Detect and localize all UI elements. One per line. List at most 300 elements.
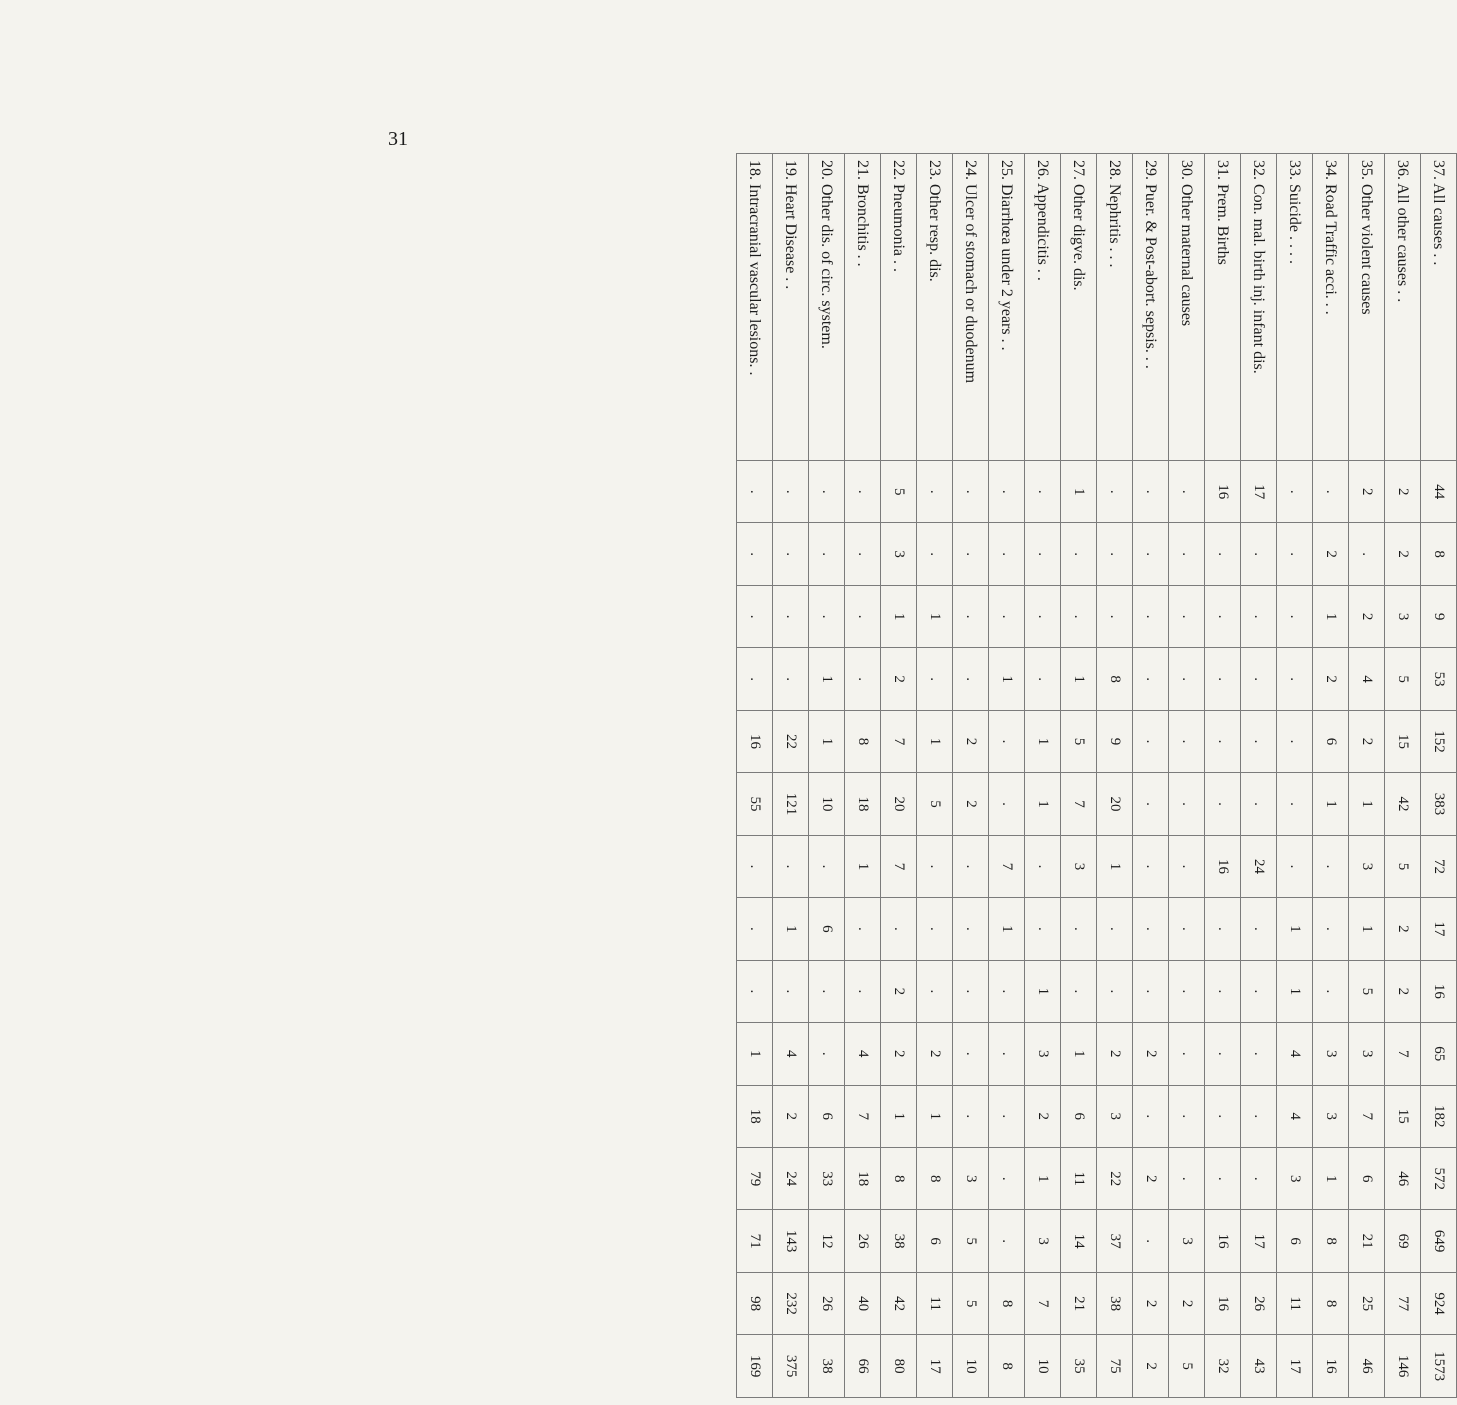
- table-cell: .: [1169, 461, 1205, 523]
- cause-label: 28. Nephritis . . .: [1097, 154, 1133, 461]
- cause-label: 24. Ulcer of stomach or duodenum: [953, 154, 989, 461]
- table-cell: 1: [1061, 461, 1097, 523]
- table-cell: 1: [917, 710, 953, 772]
- table-cell: .: [1205, 585, 1241, 647]
- table-cell: 8: [989, 1272, 1025, 1334]
- table-cell: 1: [1097, 835, 1133, 897]
- table-cell: 2: [1313, 523, 1349, 585]
- table-cell: 46: [1349, 1335, 1385, 1398]
- table-row: [773, 154, 809, 1398]
- cause-label: 37. All causes . .: [1421, 154, 1457, 461]
- table-cell: .: [1241, 523, 1277, 585]
- table-cell: .: [989, 1147, 1025, 1209]
- table-cell: 15: [1385, 1085, 1421, 1147]
- table-cell: .: [737, 585, 773, 647]
- table-cell: 8: [1421, 523, 1457, 585]
- page-number: 31: [388, 128, 408, 150]
- cause-label: 29. Puer. & Post-abort. sepsis. . .: [1133, 154, 1169, 461]
- table-cell: 43: [1241, 1335, 1277, 1398]
- table-cell: .: [953, 523, 989, 585]
- table-row: [809, 154, 845, 1398]
- table-cell: 17: [917, 1335, 953, 1398]
- table-cell: 1: [1061, 1023, 1097, 1085]
- table-cell: .: [1025, 585, 1061, 647]
- table-cell: 2: [1313, 648, 1349, 710]
- table-cell: 924: [1421, 1272, 1457, 1334]
- table-cell: .: [1025, 835, 1061, 897]
- table-cell: 17: [1421, 898, 1457, 960]
- table-cell: 232: [773, 1272, 809, 1334]
- table-cell: .: [1025, 898, 1061, 960]
- table-cell: .: [737, 523, 773, 585]
- table-cell: .: [773, 835, 809, 897]
- table-cell: 1: [989, 898, 1025, 960]
- table-cell: .: [845, 960, 881, 1022]
- table-cell: 2: [773, 1085, 809, 1147]
- table-cell: .: [953, 835, 989, 897]
- table-cell: 3: [1349, 1023, 1385, 1085]
- table-cell: 16: [1205, 1272, 1241, 1334]
- table-cell: .: [1025, 523, 1061, 585]
- table-cell: 182: [1421, 1085, 1457, 1147]
- table-cell: 32: [1205, 1335, 1241, 1398]
- table-cell: .: [809, 835, 845, 897]
- table-cell: 4: [1277, 1023, 1313, 1085]
- table-cell: 8: [881, 1147, 917, 1209]
- table-cell: .: [1133, 710, 1169, 772]
- table-cell: .: [917, 461, 953, 523]
- table-cell: 9: [1421, 585, 1457, 647]
- table-cell: .: [1133, 898, 1169, 960]
- table-cell: 8: [1313, 1272, 1349, 1334]
- table-cell: .: [1277, 648, 1313, 710]
- table-cell: 5: [881, 461, 917, 523]
- table-cell: 3: [1349, 835, 1385, 897]
- table-cell: .: [1133, 1085, 1169, 1147]
- table-cell: .: [953, 585, 989, 647]
- cause-label: 19. Heart Disease . .: [773, 154, 809, 461]
- table-cell: .: [845, 523, 881, 585]
- table-cell: 20: [1097, 773, 1133, 835]
- table-cell: 3: [1169, 1210, 1205, 1272]
- table-cell: .: [737, 960, 773, 1022]
- table-cell: .: [773, 523, 809, 585]
- table-cell: .: [1133, 648, 1169, 710]
- table-cell: 6: [1061, 1085, 1097, 1147]
- cause-label: 33. Suicide . . . .: [1277, 154, 1313, 461]
- cause-label: 22. Pneumonia . .: [881, 154, 917, 461]
- table-cell: 4: [1349, 648, 1385, 710]
- table-cell: 1: [1061, 648, 1097, 710]
- table-cell: 2: [1133, 1272, 1169, 1334]
- table-cell: 1: [1277, 960, 1313, 1022]
- table-cell: 38: [809, 1335, 845, 1398]
- table-cell: 8: [989, 1335, 1025, 1398]
- cause-label: 31. Prem. Births: [1205, 154, 1241, 461]
- table-cell: .: [1061, 585, 1097, 647]
- table-cell: 5: [1061, 710, 1097, 772]
- table-cell: 2: [1349, 461, 1385, 523]
- table-cell: .: [1277, 710, 1313, 772]
- table-cell: 17: [1277, 1335, 1313, 1398]
- table-cell: 6: [809, 1085, 845, 1147]
- table-cell: 8: [1097, 648, 1133, 710]
- table-cell: 1: [1313, 585, 1349, 647]
- table-cell: 6: [1349, 1147, 1385, 1209]
- table-row: [1385, 154, 1421, 1398]
- table-cell: 6: [1277, 1210, 1313, 1272]
- table-cell: 2: [1097, 1023, 1133, 1085]
- table-cell: 152: [1421, 710, 1457, 772]
- table-cell: 77: [1385, 1272, 1421, 1334]
- table-cell: 2: [917, 1023, 953, 1085]
- table-cell: .: [989, 1023, 1025, 1085]
- table-cell: .: [1277, 523, 1313, 585]
- table-cell: 2: [1349, 710, 1385, 772]
- table-cell: .: [1277, 461, 1313, 523]
- table-cell: 1: [917, 585, 953, 647]
- table-cell: .: [809, 960, 845, 1022]
- table-cell: 649: [1421, 1210, 1457, 1272]
- table-cell: 7: [1349, 1085, 1385, 1147]
- table-cell: .: [1349, 523, 1385, 585]
- table-cell: 5: [1349, 960, 1385, 1022]
- table-cell: .: [1133, 960, 1169, 1022]
- table-cell: 72: [1421, 835, 1457, 897]
- table-cell: 7: [1061, 773, 1097, 835]
- table-cell: 1: [1277, 898, 1313, 960]
- table-cell: .: [1205, 773, 1241, 835]
- table-cell: 11: [1061, 1147, 1097, 1209]
- table-cell: .: [953, 1023, 989, 1085]
- table-cell: .: [845, 585, 881, 647]
- table-cell: 18: [845, 1147, 881, 1209]
- table-cell: 42: [881, 1272, 917, 1334]
- table-cell: .: [1133, 835, 1169, 897]
- table-cell: .: [989, 960, 1025, 1022]
- table-row: [845, 154, 881, 1398]
- table-cell: .: [1169, 523, 1205, 585]
- cause-label: 30. Other maternal causes: [1169, 154, 1205, 461]
- table-cell: 4: [845, 1023, 881, 1085]
- table-cell: 25: [1349, 1272, 1385, 1334]
- table-cell: .: [881, 898, 917, 960]
- table-cell: 5: [953, 1272, 989, 1334]
- table-cell: 3: [1025, 1023, 1061, 1085]
- table-cell: .: [1205, 648, 1241, 710]
- table-cell: .: [1169, 898, 1205, 960]
- cause-label: 18. Intracranial vascular lesions. .: [737, 154, 773, 461]
- table-cell: 4: [1277, 1085, 1313, 1147]
- table-cell: 1: [809, 710, 845, 772]
- table-cell: 20: [881, 773, 917, 835]
- table-cell: 33: [809, 1147, 845, 1209]
- table-cell: 2: [953, 773, 989, 835]
- table-cell: 1: [1025, 1147, 1061, 1209]
- table-cell: 17: [1241, 461, 1277, 523]
- table-cell: 10: [953, 1335, 989, 1398]
- table-cell: 66: [845, 1335, 881, 1398]
- table-cell: .: [1313, 960, 1349, 1022]
- table-cell: .: [1061, 898, 1097, 960]
- table-cell: .: [1097, 898, 1133, 960]
- table-cell: .: [1277, 585, 1313, 647]
- table-cell: .: [1241, 1147, 1277, 1209]
- table-cell: 2: [1169, 1272, 1205, 1334]
- table-cell: 2: [1349, 585, 1385, 647]
- table-cell: .: [989, 461, 1025, 523]
- table-cell: .: [1241, 1085, 1277, 1147]
- table-cell: 7: [1025, 1272, 1061, 1334]
- table-cell: .: [809, 585, 845, 647]
- table-cell: .: [917, 960, 953, 1022]
- table-cell: .: [773, 648, 809, 710]
- mortality-table: [736, 153, 1448, 1398]
- table-cell: 1: [1349, 773, 1385, 835]
- table-cell: 5: [953, 1210, 989, 1272]
- table-cell: .: [1097, 523, 1133, 585]
- table-cell: 3: [881, 523, 917, 585]
- table-cell: 1: [1313, 1147, 1349, 1209]
- table-cell: 22: [773, 710, 809, 772]
- table-cell: .: [1133, 773, 1169, 835]
- table-cell: 10: [809, 773, 845, 835]
- table-cell: 21: [1349, 1210, 1385, 1272]
- table-cell: 38: [1097, 1272, 1133, 1334]
- table-cell: 22: [1097, 1147, 1133, 1209]
- table-cell: .: [953, 648, 989, 710]
- cause-label: 23. Other resp. dis.: [917, 154, 953, 461]
- table-cell: 24: [1241, 835, 1277, 897]
- table-cell: 18: [845, 773, 881, 835]
- table-cell: .: [1061, 523, 1097, 585]
- table-cell: 121: [773, 773, 809, 835]
- table-cell: 1: [809, 648, 845, 710]
- table-cell: 18: [737, 1085, 773, 1147]
- table-cell: .: [1169, 835, 1205, 897]
- table-cell: 65: [1421, 1023, 1457, 1085]
- table-cell: 2: [1385, 461, 1421, 523]
- table-cell: 5: [1169, 1335, 1205, 1398]
- table-cell: 8: [1313, 1210, 1349, 1272]
- table-cell: .: [1169, 1085, 1205, 1147]
- table-cell: .: [989, 1210, 1025, 1272]
- table-cell: 6: [917, 1210, 953, 1272]
- cause-label: 26. Appendicitis . .: [1025, 154, 1061, 461]
- table-cell: 16: [1205, 835, 1241, 897]
- table-cell: 2: [1385, 960, 1421, 1022]
- table-cell: 3: [1097, 1085, 1133, 1147]
- table-cell: .: [1169, 585, 1205, 647]
- table-cell: 26: [1241, 1272, 1277, 1334]
- table-cell: .: [773, 461, 809, 523]
- table-row: [1097, 154, 1133, 1398]
- table-cell: .: [1169, 1023, 1205, 1085]
- table-row: [1025, 154, 1061, 1398]
- table-cell: .: [1133, 523, 1169, 585]
- table-cell: 14: [1061, 1210, 1097, 1272]
- table-cell: 169: [737, 1335, 773, 1398]
- table-cell: .: [1205, 1085, 1241, 1147]
- cause-label: 27. Other digve. dis.: [1061, 154, 1097, 461]
- table-cell: .: [1097, 960, 1133, 1022]
- table-cell: 2: [881, 1023, 917, 1085]
- table-cell: 4: [773, 1023, 809, 1085]
- table-row: [917, 154, 953, 1398]
- table-cell: .: [1241, 585, 1277, 647]
- table-row: [989, 154, 1025, 1398]
- table-cell: 98: [737, 1272, 773, 1334]
- table-cell: 1: [881, 585, 917, 647]
- table-cell: 7: [881, 835, 917, 897]
- table-cell: 1: [737, 1023, 773, 1085]
- table-cell: 12: [809, 1210, 845, 1272]
- table-cell: 1: [1025, 710, 1061, 772]
- table-cell: 15: [1385, 710, 1421, 772]
- cause-label: 32. Con. mal. birth inj. infant dis.: [1241, 154, 1277, 461]
- table-cell: .: [809, 1023, 845, 1085]
- table-cell: .: [1169, 710, 1205, 772]
- table-row: [953, 154, 989, 1398]
- table-row: [1205, 154, 1241, 1398]
- table-cell: 1: [1349, 898, 1385, 960]
- table-cell: 80: [881, 1335, 917, 1398]
- table-cell: 44: [1421, 461, 1457, 523]
- table-cell: 21: [1061, 1272, 1097, 1334]
- table-cell: 1: [881, 1085, 917, 1147]
- table-cell: .: [1205, 1147, 1241, 1209]
- table-cell: .: [953, 461, 989, 523]
- table-cell: .: [989, 710, 1025, 772]
- table-cell: .: [809, 461, 845, 523]
- table-cell: 2: [1133, 1335, 1169, 1398]
- table-cell: 7: [1385, 1023, 1421, 1085]
- table-cell: .: [1277, 835, 1313, 897]
- table-cell: 42: [1385, 773, 1421, 835]
- table-cell: 26: [845, 1210, 881, 1272]
- table-cell: .: [1133, 585, 1169, 647]
- table-cell: .: [845, 648, 881, 710]
- table-row: [1241, 154, 1277, 1398]
- cause-label: 34. Road Traffic acci. . .: [1313, 154, 1349, 461]
- table-cell: 3: [1385, 585, 1421, 647]
- table-cell: .: [989, 585, 1025, 647]
- table-cell: 3: [1277, 1147, 1313, 1209]
- cause-label: 35. Other violent causes: [1349, 154, 1385, 461]
- table-cell: 3: [1313, 1085, 1349, 1147]
- table-cell: .: [1205, 710, 1241, 772]
- table-row: [1313, 154, 1349, 1398]
- table-cell: .: [773, 960, 809, 1022]
- table-cell: 11: [1277, 1272, 1313, 1334]
- table-cell: 7: [881, 710, 917, 772]
- table-cell: .: [953, 1085, 989, 1147]
- table-cell: .: [1097, 585, 1133, 647]
- table-cell: 1: [1313, 773, 1349, 835]
- table-cell: 146: [1385, 1335, 1421, 1398]
- table-cell: 16: [1421, 960, 1457, 1022]
- table-cell: 2: [881, 960, 917, 1022]
- table-row: [1421, 154, 1457, 1398]
- table-cell: .: [1097, 461, 1133, 523]
- table-cell: .: [1169, 648, 1205, 710]
- table-cell: 1573: [1421, 1335, 1457, 1398]
- table-cell: .: [917, 898, 953, 960]
- table-cell: .: [1205, 960, 1241, 1022]
- table-cell: 55: [737, 773, 773, 835]
- table-cell: .: [917, 835, 953, 897]
- table-cell: 11: [917, 1272, 953, 1334]
- table-cell: 2: [1385, 523, 1421, 585]
- table-cell: 16: [1313, 1335, 1349, 1398]
- table-cell: .: [989, 1085, 1025, 1147]
- table-cell: 26: [809, 1272, 845, 1334]
- table-cell: .: [1277, 773, 1313, 835]
- table-cell: .: [1241, 773, 1277, 835]
- table-cell: .: [989, 773, 1025, 835]
- table-cell: .: [989, 523, 1025, 585]
- table-cell: 79: [737, 1147, 773, 1209]
- table-cell: 572: [1421, 1147, 1457, 1209]
- table-cell: 53: [1421, 648, 1457, 710]
- table-cell: 7: [989, 835, 1025, 897]
- table-cell: 24: [773, 1147, 809, 1209]
- table-cell: .: [1241, 710, 1277, 772]
- cause-label: 36. All other causes . .: [1385, 154, 1421, 461]
- table-cell: 2: [1133, 1147, 1169, 1209]
- table-row: [1349, 154, 1385, 1398]
- table-cell: .: [1025, 461, 1061, 523]
- cause-label: 21. Bronchitis . .: [845, 154, 881, 461]
- table-cell: 8: [845, 710, 881, 772]
- table-cell: .: [737, 461, 773, 523]
- table-cell: 6: [809, 898, 845, 960]
- table-cell: .: [1313, 835, 1349, 897]
- table-cell: .: [1169, 1147, 1205, 1209]
- table-cell: 1: [989, 648, 1025, 710]
- table-cell: 38: [881, 1210, 917, 1272]
- table-cell: 8: [917, 1147, 953, 1209]
- table-cell: 1: [773, 898, 809, 960]
- table-row: [881, 154, 917, 1398]
- table-cell: 2: [1025, 1085, 1061, 1147]
- table-cell: .: [1205, 523, 1241, 585]
- table-cell: .: [737, 835, 773, 897]
- table-cell: .: [1169, 960, 1205, 1022]
- table-cell: .: [917, 523, 953, 585]
- table-cell: 71: [737, 1210, 773, 1272]
- table-cell: .: [845, 898, 881, 960]
- table-cell: .: [737, 648, 773, 710]
- table-cell: .: [737, 898, 773, 960]
- table-cell: 2: [953, 710, 989, 772]
- cause-label: 20. Other dis. of circ. system.: [809, 154, 845, 461]
- table-cell: .: [1133, 461, 1169, 523]
- table-cell: 5: [1385, 648, 1421, 710]
- table-cell: 3: [1025, 1210, 1061, 1272]
- table-cell: 16: [1205, 461, 1241, 523]
- table-cell: 46: [1385, 1147, 1421, 1209]
- table-cell: 3: [1061, 835, 1097, 897]
- table-cell: .: [1241, 898, 1277, 960]
- table-cell: 17: [1241, 1210, 1277, 1272]
- table-cell: 69: [1385, 1210, 1421, 1272]
- table-cell: 1: [1025, 960, 1061, 1022]
- table-cell: 35: [1061, 1335, 1097, 1398]
- table-cell: .: [1241, 960, 1277, 1022]
- table-cell: 3: [953, 1147, 989, 1209]
- table-cell: 7: [845, 1085, 881, 1147]
